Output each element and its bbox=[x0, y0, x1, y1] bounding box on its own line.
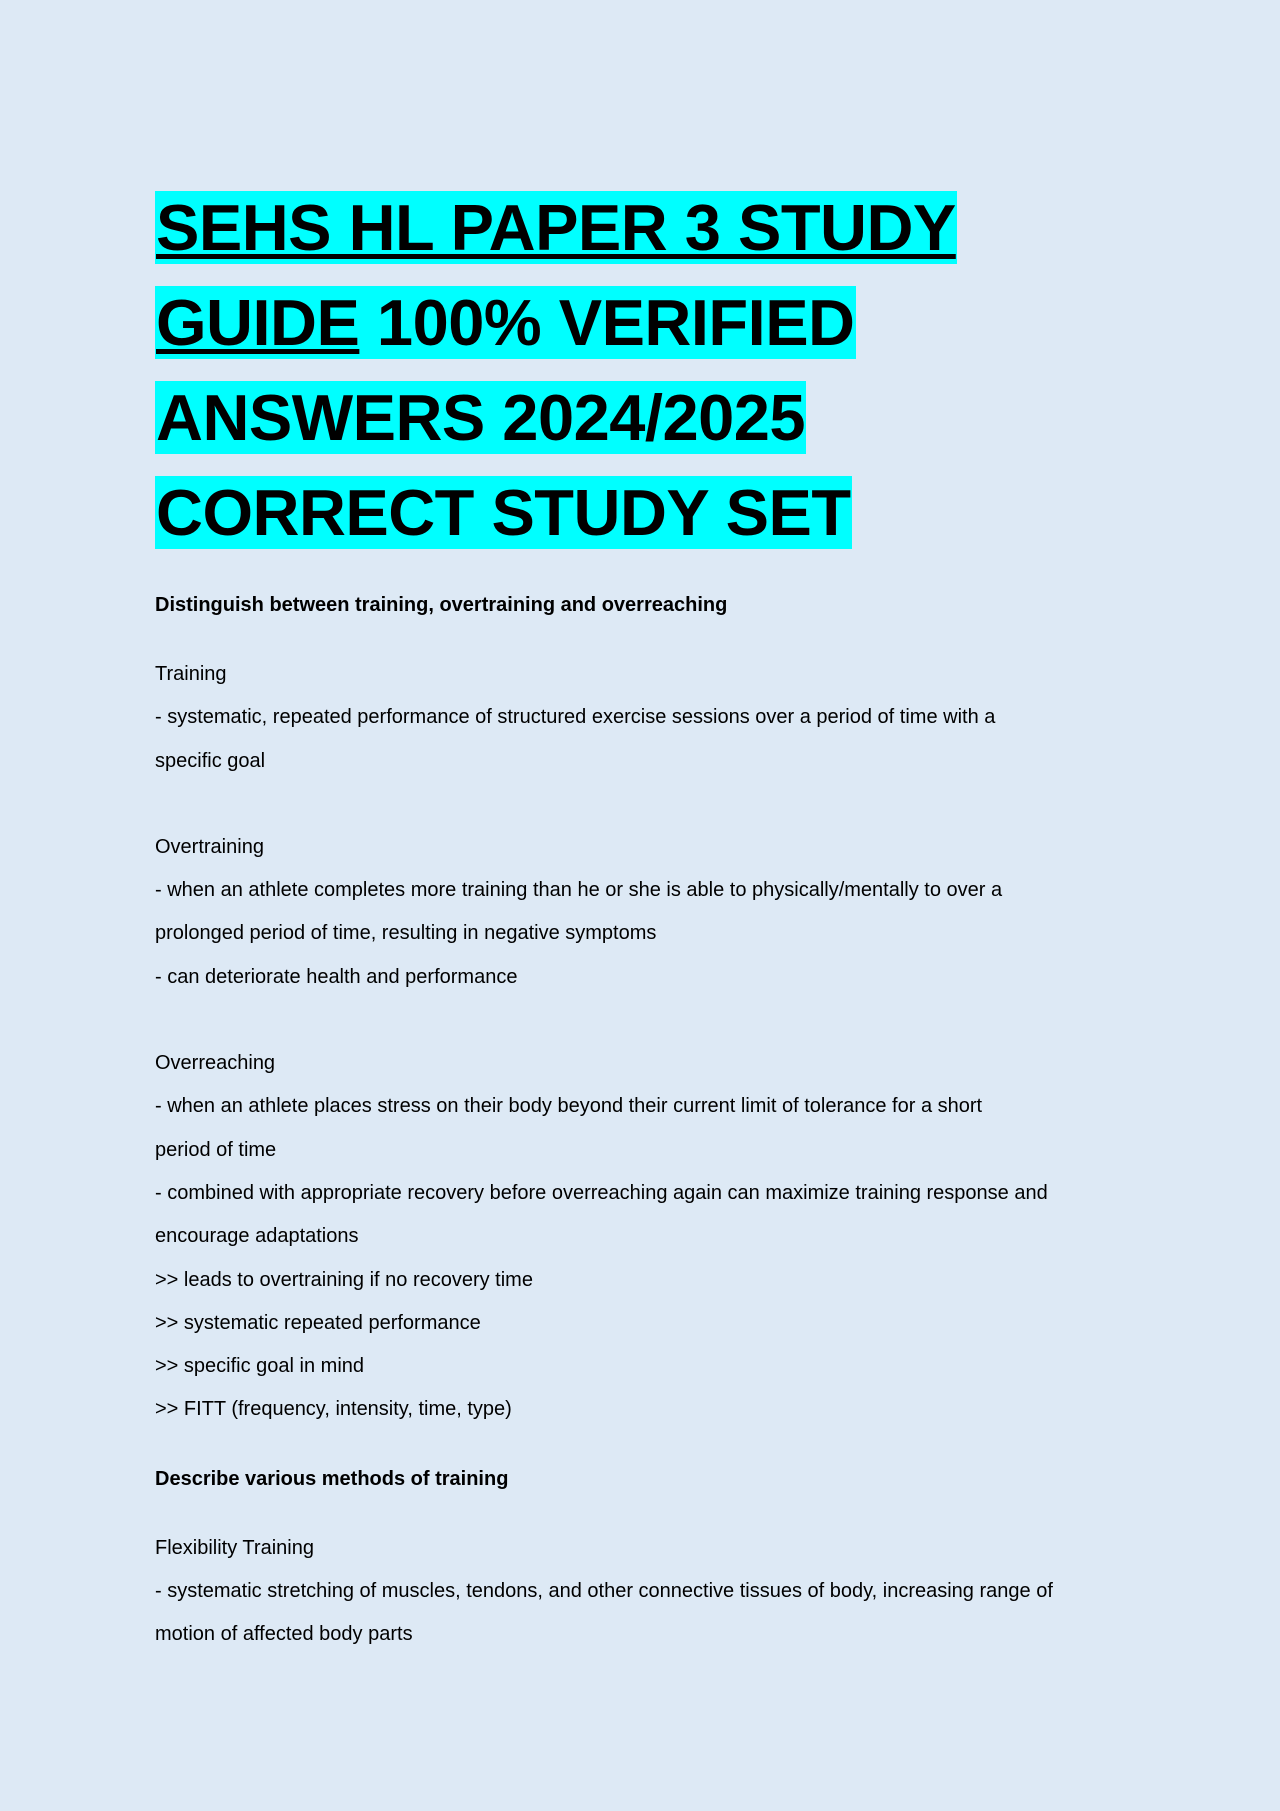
overtraining-line: - when an athlete completes more training than he or she is able to physically/mentally to over a bbox=[155, 879, 1003, 902]
document-title-underlined: SEHS HL PAPER 3 STUDY GUIDE bbox=[156, 191, 956, 359]
overreaching-note: >> leads to overtraining if no recovery time bbox=[155, 1268, 533, 1291]
flexibility-label: Flexibility Training bbox=[155, 1536, 314, 1559]
document-title-rest: 100% VERIFIED ANSWERS 2024/2025 CORRECT STUDY SET bbox=[156, 286, 855, 549]
overreaching-note: >> specific goal in mind bbox=[155, 1355, 365, 1378]
training-label: Training bbox=[155, 663, 227, 685]
overreaching-line: - when an athlete places stress on their body beyond their current limit of tolerance for a short bbox=[155, 1095, 983, 1118]
overtraining-line: prolonged period of time, resulting in negative symptoms bbox=[155, 922, 657, 945]
overtraining-label: Overtraining bbox=[155, 835, 264, 858]
flexibility-line: motion of affected body parts bbox=[155, 1623, 413, 1646]
section-heading-training-methods: Describe various methods of training bbox=[155, 1467, 509, 1490]
overreaching-note: >> FITT (frequency, intensity, time, type) bbox=[155, 1398, 512, 1421]
document-title bbox=[155, 180, 1055, 560]
overreaching-line: - combined with appropriate recovery before overreaching again can maximize training response and bbox=[155, 1181, 1048, 1204]
overtraining-definition bbox=[155, 826, 1145, 999]
flexibility-line: - systematic stretching of muscles, tendons, and other connective tissues of body, increasing range of bbox=[155, 1580, 1053, 1603]
overreaching-definition bbox=[155, 1042, 1145, 1432]
document-page bbox=[155, 180, 1145, 1657]
flexibility-training-definition bbox=[155, 1527, 1145, 1657]
section-heading-training-distinction: Distinguish between training, overtraining and overreaching bbox=[155, 594, 728, 616]
overreaching-note: >> systematic repeated performance bbox=[155, 1311, 481, 1334]
training-line: - systematic, repeated performance of structured exercise sessions over a period of time with a bbox=[155, 706, 996, 729]
overreaching-label: Overreaching bbox=[155, 1052, 276, 1075]
overtraining-line: - can deteriorate health and performance bbox=[155, 965, 518, 988]
training-definition bbox=[155, 653, 1145, 783]
overreaching-line: period of time bbox=[155, 1138, 277, 1161]
training-line: specific goal bbox=[155, 749, 266, 772]
overreaching-line: encourage adaptations bbox=[155, 1225, 359, 1248]
